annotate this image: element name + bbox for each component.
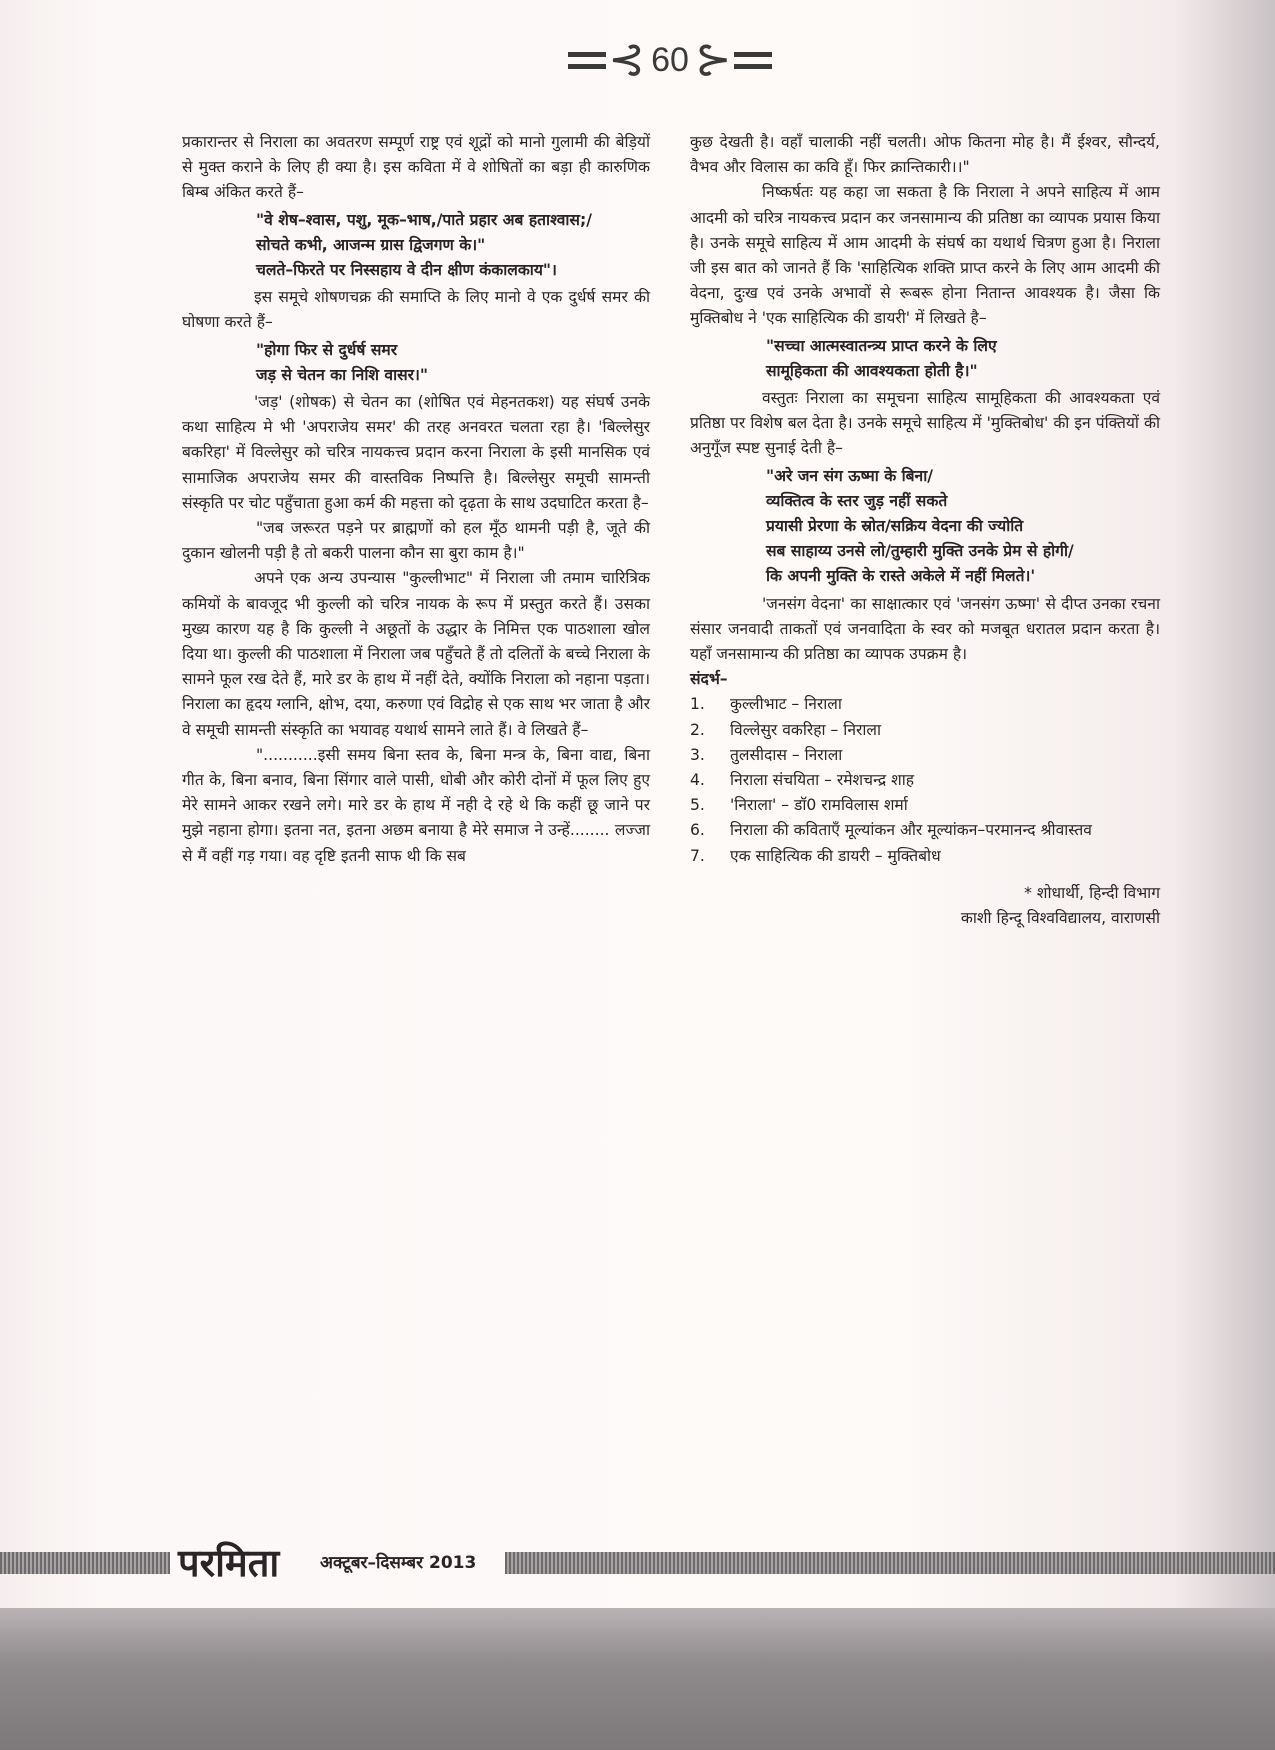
quote-line: "वे शेष–श्वास, पशु, मूक–भाष,/पाते प्रहार अब हताश्वास;/ [256,210,592,229]
magazine-name: परमिता [178,1541,280,1585]
quote-line: "सच्चा आत्मस्वातन्त्र्य प्राप्त करने के लिए [766,336,997,355]
list-item [690,793,1160,818]
page-number: 60 [651,40,689,79]
poem-quote [690,464,1160,590]
paragraph: 'जनसंग वेदना' का साक्षात्कार एवं 'जनसंग ऊष्मा' से दीप्त उनका रचना संसार जनवादी ताकतों एवं जनवादिता के स्वर को मजबूत धरातल प्रदान करता है। यहाँ जनसामान्य की प्रतिष्ठा का व्यापक उपक्रम है। [690,594,1160,664]
list-item [690,718,1160,743]
paragraph: "जब जरूरत पड़ने पर ब्राह्मणों को हल मूँठ थामनी पड़ी है, जूते की दुकान खोलनी पड़ी है तो बकरी पालना कौन सा बुरा काम है।" [182,519,650,563]
ref-text: 'निराला' – डॉ0 रामविलास शर्मा [730,796,908,815]
quote-line: प्रयासी प्रेरणा के स्रोत/सक्रिय वेदना की ज्योति [766,517,1024,536]
poem-quote [690,334,1160,384]
author-university: काशी हिन्दू विश्वविद्यालय, वाराणसी [960,908,1160,927]
ref-text: निराला की कविताएँ मूल्यांकन और मूल्यांकन–परमानन्द श्रीवास्तव [730,821,1092,840]
quote-line: सोचते कभी, आजन्म ग्रास द्विजगण के।" [256,235,486,254]
header-ornament-right [734,52,772,69]
bracket-left-glyph: ⊰ [608,34,646,85]
paragraph: वस्तुतः निराला का समूचना साहित्य सामूहिकता की आवश्यकता एवं प्रतिष्ठा पर विशेष बल देता है। उनके समूचे साहित्य में 'मुक्तिबोध' की इन पंक्तियों की अनुगूँज स्पष्ट सुनाई देती है– [690,389,1160,458]
ref-number: 4. [690,771,705,790]
ref-number: 1. [690,695,705,714]
quote-line: "होगा फिर से दुर्धर्ष समर [256,340,398,359]
page-header [590,30,750,90]
quote-line: सब साहाय्य उनसे लो/तुम्हारी मुक्ति उनके प्रेम से होगी/ [766,542,1074,561]
bracket-right-glyph: ⊱ [694,34,732,85]
quote-line: व्यक्तित्व के स्तर जुड़ नहीं सकते [766,491,948,510]
list-item [690,692,1160,717]
list-item [690,743,1160,768]
scan-shadow [0,1608,1275,1750]
right-column [690,130,1160,931]
list-item [690,844,1160,869]
list-item [690,768,1160,793]
references-heading: संदर्भ– [690,670,728,689]
ref-text: तुलसीदास – निराला [730,745,843,764]
header-ornament-left [568,52,606,69]
footer-band [0,1552,170,1574]
ref-number: 2. [690,720,705,739]
quote-line: चलते–फिरते पर निस्सहाय वे दीन क्षीण कंकालकाय"। [256,261,557,280]
ref-text: विल्लेसुर वकरिहा – निराला [730,720,882,739]
ref-number: 3. [690,745,705,764]
ref-number: 6. [690,821,705,840]
poem-quote [182,338,650,388]
footer-band [505,1552,1275,1574]
quote-line: कि अपनी मुक्ति के रास्ते अकेले में नहीं मिलते।' [766,567,1036,586]
poem-quote [182,208,650,284]
paragraph: इस समूचे शोषणचक्र की समाप्ति के लिए मानो वे एक दुर्धर्ष समर की घोषणा करते हैं– [182,288,650,332]
paragraph: निष्कर्षतः यह कहा जा सकता है कि निराला ने अपने साहित्य में आम आदमी को चरित्र नायकत्त्व प्रदान कर जनसामान्य की प्रतिष्ठा का व्यापक प्रयास किया है। उनके समूचे साहित्य में आम आदमी के संघर्ष का यथार्थ चित्रण हुआ है। निराला जी इस बात को जानते हैं कि 'साहित्यिक शक्ति प्राप्त करने के लिए आम आदमी की वेदना, दुःख एवं उनके अभावों से रूबरू होना नितान्त आवश्यक है। जैसा कि मुक्तिबोध ने 'एक साहित्यिक की डायरी' में लिखते है– [690,183,1160,328]
paragraph: 'जड़' (शोषक) से चेतन का (शोषित एवं मेहनतकश) यह संघर्ष उनके कथा साहित्य मे भी 'अपराजेय समर' की तरह अनवरत चलता रहा है। 'बिल्लेसुर बकरिहा' में विल्लेसुर को चरित्र नायकत्त्व प्रदान करना निराला के इसी मानसिक एवं सामाजिक अपराजेय समर की वास्तविक निष्पत्ति है। बिल्लेसुर समूची सामन्ती संस्कृति पर चोट पहुँचाता हुआ कर्म की महत्ता को दृढ़ता के साथ उदघाटित करता है– [182,393,650,512]
paragraph: "...........इसी समय बिना स्तव के, बिना मन्त्र के, बिना वाद्य, बिना गीत के, बिना बनाव, बिना सिंगार वाले पासी, धोबी और कोरी दोनों में फूल लिए हुए मेरे सामने आकर रखने लगे। मारे डर के हाथ में नही दे रहे थे कि कहीं छू जाने पर मुझे नहाना होगा। इतना नत, इतना अछम बनाया है मेरे समाज ने उन्हें........ लज्जा से मैं वहीं गड़ गया। वह दृष्टि इतनी साफ थी कि सब [182,745,650,865]
page-footer [0,1540,1275,1584]
ref-text: एक साहित्यिक की डायरी – मुक्तिबोध [730,846,941,865]
author-affiliation [690,881,1160,931]
references-list [690,692,1160,868]
paragraph: प्रकारान्तर से निराला का अवतरण सम्पूर्ण राष्ट्र एवं शूद्रों को मानो गुलामी की बेड़ियों से मुक्त कराने के लिए ही क्या है। इस कविता में वे शोषितों का बड़ा ही कारुणिक बिम्ब अंकित करते हैं– [182,133,650,202]
paragraph: कुछ देखती है। वहाँ चालाकी नहीं चलती। ओफ कितना मोह है। मैं ईश्वर, सौन्दर्य, वैभव और विलास का कवि हूँ। फिर क्रान्तिकारी।।" [690,133,1160,177]
quote-line: जड़ से चेतन का निशि वासर।" [256,365,429,384]
author-dept: * शोधार्थी, हिन्दी विभाग [1024,883,1160,902]
issue-date: अक्टूबर–दिसम्बर 2013 [320,1553,477,1573]
ref-text: कुल्लीभाट – निराला [730,695,842,714]
ref-number: 5. [690,796,705,815]
left-column [182,130,650,869]
quote-line: "अरे जन संग ऊष्मा के बिना/ [766,466,933,485]
list-item [690,818,1160,843]
ref-text: निराला संचयिता – रमेशचन्द्र शाह [730,771,915,790]
quote-line: सामूहिकता की आवश्यकता होती है।" [766,361,978,380]
paragraph: अपने एक अन्य उपन्यास "कुल्लीभाट" में निराला जी तमाम चारित्रिक कमियों के बावजूद भी कुल्ली को चरित्र नायक के रूप में प्रस्तुत करते हैं। उसका मुख्य कारण यह है कि कुल्ली ने अछूतों के उद्धार के निमित्त एक पाठशाला खोल दिया था। कुल्ली की पाठशाला में निराला जब पहुँचते हैं तो दलितों के बच्चे निराला के सामने फूल रख देते हैं, मारे डर के हाथ में नहीं देते, क्योंकि निराला को नहाना पड़ता। निराला का हृदय ग्लानि, क्षोभ, दया, करुणा एवं विद्रोह से एक साथ भर जाता है और वे समूची सामन्ती संस्कृति का भयावह यथार्थ सामने लाते हैं। वे लिखते हैं– [182,569,650,739]
ref-number: 7. [690,846,705,865]
